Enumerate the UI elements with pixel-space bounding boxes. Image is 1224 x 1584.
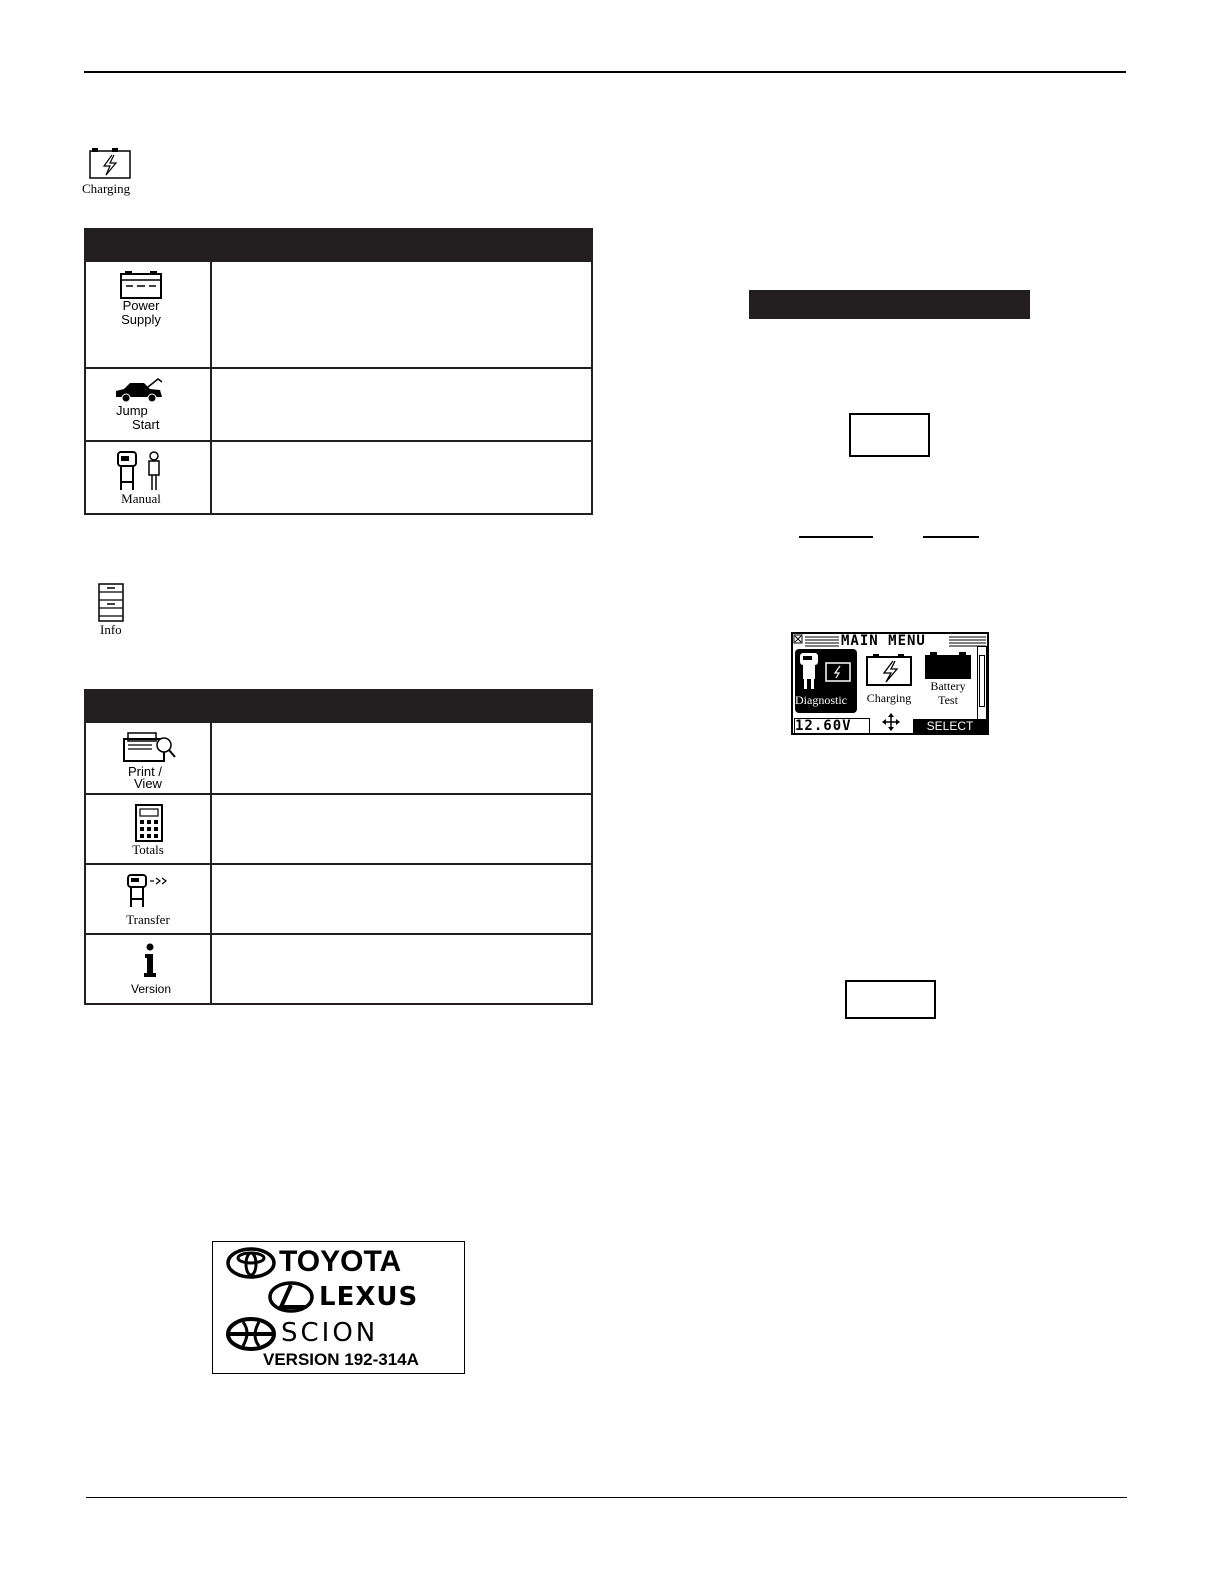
menu-item-battery-test[interactable]	[921, 649, 975, 713]
charging-icon-label: Charging	[82, 181, 131, 196]
battery-test-label-1: Battery	[930, 679, 966, 693]
transfer-icon	[126, 873, 170, 909]
lcd-charging-icon	[865, 653, 913, 687]
power-supply-label-1: Power	[122, 298, 160, 313]
version-label: Version	[130, 982, 172, 996]
toyota-logo-icon	[225, 1246, 277, 1280]
jump-start-description	[211, 368, 592, 441]
lexus-wordmark: LEXUS	[319, 1282, 419, 1312]
table-row	[85, 722, 592, 794]
lcd-title: MAIN MENU	[841, 633, 926, 649]
lcd-charging-label: Charging	[866, 691, 912, 705]
lcd-select-softkey[interactable]: SELECT	[913, 719, 987, 733]
print-view-label-2: View	[134, 776, 162, 791]
totals-label: Totals	[132, 842, 164, 857]
charging-options-table	[84, 228, 593, 515]
table-row	[85, 794, 592, 864]
key-button-outline-lower	[845, 980, 936, 1019]
version-description	[211, 934, 592, 1004]
info-section-icon	[96, 583, 136, 639]
info-options-table	[84, 689, 593, 1005]
version-label-box	[212, 1241, 465, 1374]
jump-start-label-2: Start	[132, 417, 160, 432]
key-button-outline	[849, 413, 930, 457]
lcd-scrollbar[interactable]	[977, 646, 987, 722]
table-row	[85, 261, 592, 368]
manual-tester-person-icon	[116, 450, 168, 492]
lcd-scroll-thumb[interactable]	[979, 655, 985, 707]
menu-item-charging[interactable]	[859, 649, 919, 713]
version-info-icon	[140, 943, 160, 979]
jump-start-label-1: Jump	[116, 403, 148, 418]
manual-description	[211, 441, 592, 514]
toyota-wordmark: TOYOTA	[279, 1245, 402, 1278]
jump-start-car-icon	[114, 377, 166, 403]
table-row	[85, 441, 592, 514]
power-supply-icon	[119, 270, 165, 300]
info-icon-label: Info	[100, 622, 122, 637]
battery-test-icon	[923, 651, 973, 681]
battery-charging-icon	[82, 146, 138, 182]
scion-wordmark: SCION	[281, 1318, 379, 1348]
totals-description	[211, 794, 592, 864]
main-menu-lcd-screen	[791, 632, 989, 735]
table-row	[85, 934, 592, 1004]
four-way-arrows-icon	[881, 712, 901, 732]
lexus-logo-icon	[267, 1280, 315, 1314]
charging-section-icon	[82, 146, 138, 198]
transfer-label: Transfer	[126, 912, 170, 927]
diagnostic-tester-icon	[798, 651, 856, 691]
print-view-label-1: Print /	[128, 764, 162, 779]
underline-right	[923, 536, 979, 538]
power-supply-description	[211, 261, 592, 368]
footer-rule	[86, 1497, 1127, 1498]
version-number-text: VERSION 192-314A	[263, 1350, 419, 1369]
header-rule	[84, 71, 1126, 73]
lcd-voltage: 12.60V	[794, 718, 870, 734]
info-table-header	[85, 690, 592, 722]
screen-title-bar	[749, 290, 1030, 319]
table-row	[85, 864, 592, 934]
diagnostic-label: Diagnostic	[795, 693, 847, 707]
power-supply-label-2: Supply	[121, 312, 161, 327]
underline-left	[799, 536, 873, 538]
manual-label: Manual	[121, 491, 161, 506]
charging-table-header	[85, 229, 592, 261]
scion-logo-icon	[225, 1316, 277, 1352]
table-row	[85, 368, 592, 441]
transfer-description	[211, 864, 592, 934]
calculator-totals-icon	[134, 803, 164, 843]
battery-test-label-2: Test	[938, 693, 958, 707]
print-view-icon	[122, 731, 178, 767]
print-view-description	[211, 722, 592, 794]
info-document-icon	[96, 583, 128, 623]
